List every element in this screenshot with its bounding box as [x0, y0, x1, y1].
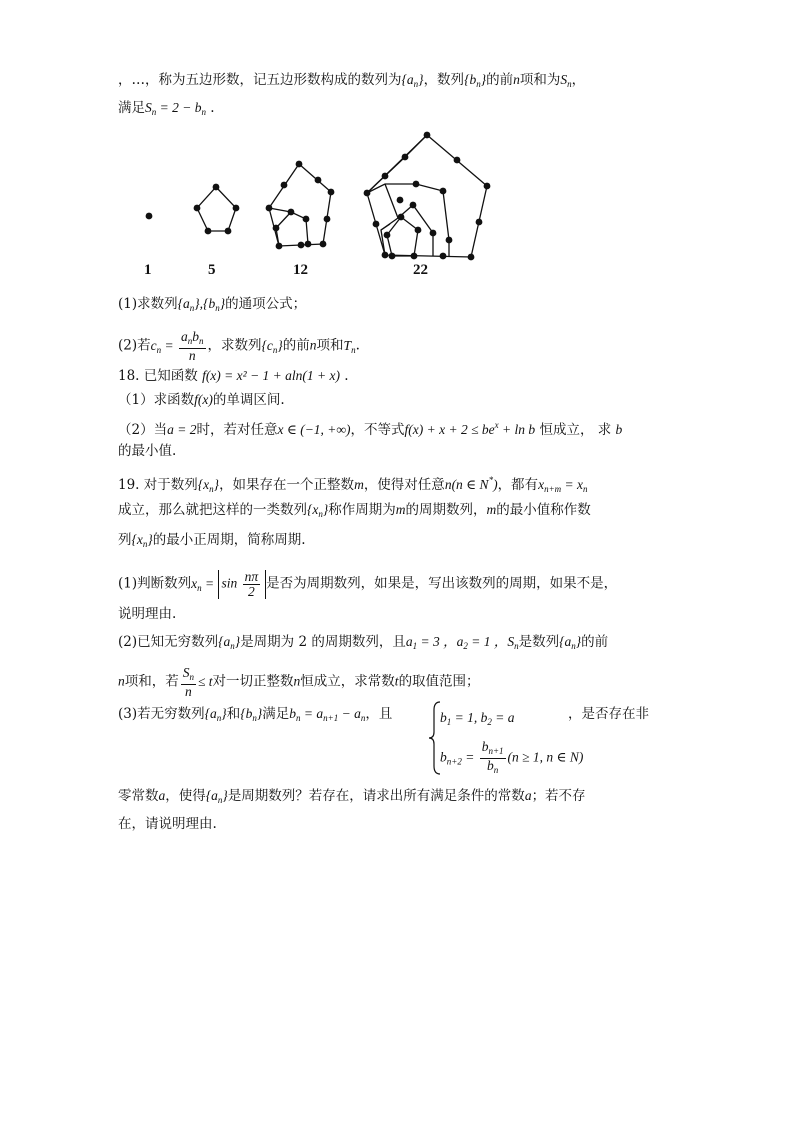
q19-p1-cont — [118, 604, 176, 624]
q19-p3-sys-line1: $b_1 = 1$, $b_2 = a$ — [440, 710, 515, 727]
q19-p2-ineq: $\frac{S_n}{n}$ ≤ t — [182, 665, 213, 699]
q17-seqs: $\{a_n\},\{b_n\}$ — [177, 296, 226, 313]
q19-stem-2 — [118, 500, 591, 524]
q17-seq-c: $\{c_n\}$ — [261, 337, 283, 355]
q19-p3-cont-2 — [118, 814, 217, 834]
q19-stem3-text: 列 — [118, 532, 132, 548]
q17-part2-text-b: ，求数列 — [207, 337, 262, 354]
q19-p3-text-f: 零常数 — [118, 788, 159, 804]
q18-part2-text-j: 的最小值. — [118, 443, 177, 459]
q17-part1 — [118, 294, 306, 318]
q19-p2-text-f: 对一切正整数 — [212, 673, 294, 690]
seq-a: $\{a_n\}$ — [401, 72, 424, 89]
q19-stem2-text-d: 的最小值称作数 — [496, 502, 591, 518]
q19-p3-text-d: ，且 — [365, 706, 393, 722]
q19-n-domain: n(n ∈ N*) — [444, 475, 498, 492]
q19-seq-x-3: $\{x_n\}$ — [131, 532, 153, 549]
q18-ineq-left: f(x) + x + 2 ≤ be — [404, 422, 495, 437]
var-n: n — [513, 72, 520, 87]
q19-stem-3 — [118, 530, 306, 554]
q17-cn-def: $c_n$ = $\frac{a_nb_n}{n}$ — [150, 329, 204, 363]
q18-a-value: a = 2 — [167, 422, 197, 437]
intro-text-4: 项和为 — [519, 72, 561, 88]
q19-stem3-text-b: 的最小正周期，简称周期. — [152, 532, 306, 548]
q19-p3-text-g: ，使得 — [165, 788, 206, 804]
q19-p3-text-j: 在，请说明理由. — [118, 816, 217, 832]
q18-part1 — [118, 390, 285, 410]
q19-p3 — [118, 704, 392, 728]
q19-stem1-text: 19. 对于数列 — [118, 477, 198, 493]
condition-eq: $S_n = 2 - b_n$ — [145, 100, 206, 117]
intro-text-3: 的前 — [486, 72, 514, 88]
q19-p2-seq-a-2: $\{a_n\}$ — [559, 634, 582, 651]
q18-function: f(x) = x² − 1 + aln(1 + x) — [202, 368, 341, 383]
figure-dots — [146, 132, 491, 261]
figure-label-12: 12 — [293, 262, 308, 278]
q19-m: m — [354, 477, 364, 492]
q19-p1-text-c: 说明理由. — [118, 606, 177, 622]
figure-label-1: 1 — [144, 262, 152, 278]
q19-p2-t: t — [394, 673, 399, 689]
q19-p2-text-e: 项和，若 — [124, 673, 179, 690]
q18-part1-text: （1）求函数 — [118, 392, 195, 408]
intro-line-2: 满足$S_n = 2 - b_n$ . — [118, 100, 215, 117]
q19-p1 — [118, 570, 617, 599]
q18-b: b — [615, 422, 623, 437]
q19-p3-text-i: ；若不存 — [531, 788, 586, 804]
q19-p3-seq-a-2: $\{a_n\}$ — [205, 788, 228, 805]
q19-p2-initial: $a_1 = 3$ ，$a_2 = 1$ ，$S_n$ — [405, 634, 519, 651]
q18-part2-text-c: 时，若对任意 — [196, 422, 278, 438]
intro-text-5: 满足 — [118, 100, 145, 116]
q17-part2-text: (2)若 — [118, 337, 151, 354]
q19-p3-bn-def: $b_n = a_{n+1} - a_n$ — [289, 706, 366, 723]
sum-S: $S_n$ — [560, 72, 572, 89]
q19-p3-text-b: 和 — [226, 706, 241, 722]
q19-m-3: m — [486, 502, 497, 517]
q19-p2-cont — [118, 666, 480, 699]
q19-p3-seq-a: $\{a_n\}$ — [204, 706, 227, 723]
q19-p2-text-c: 是数列 — [518, 634, 560, 650]
q17-part2-text-e: . — [355, 337, 360, 354]
q19-stem1-text-d: ，都有 — [497, 477, 539, 493]
q18-domain: x ∈ (−1, +∞) — [277, 422, 351, 437]
q18-part1-text-b: 的单调区间. — [212, 392, 285, 408]
q18-part2-text-e: ，不等式 — [350, 422, 405, 438]
q17-part2-text-c: 的前 — [282, 337, 310, 354]
q19-p1-text: (1)判断数列 — [118, 575, 192, 592]
q19-stem1-text-c: ，使得对任意 — [363, 477, 445, 493]
q18-part2-text: （2）当 — [118, 422, 168, 438]
q19-p2-text-b: 是周期为 2 的周期数列，且 — [240, 634, 406, 650]
pentagonal-figure — [0, 0, 793, 300]
q19-xn-def: $x_n = \sin$ $\frac{n\pi}{2}$ — [191, 576, 266, 591]
q19-seq-x: $\{x_n\}$ — [197, 477, 220, 494]
q19-stem2-text: 成立，那么就把这样的一类数列 — [118, 502, 307, 518]
q19-period-eq: $x_{n+m} = x_n$ — [538, 477, 588, 494]
figure-label-5: 5 — [208, 262, 216, 278]
q18-part2 — [118, 415, 622, 440]
q19-p1-text-b: 是否为周期数列，如果是，写出该数列的周期，如果不是， — [266, 575, 618, 592]
q18-inequality: $f(x) + x + 2 \le be^x + \ln b$ — [404, 420, 536, 437]
q17-part1-text-b: 的通项公式； — [225, 296, 307, 312]
q19-p2-text-d: 的前 — [581, 634, 609, 650]
figure-label-22: 22 — [413, 262, 428, 278]
intro-line-1: ，…，称为五边形数，记五边形数构成的数列为$\{a_n\}$，数列$\{b_n\}$的前n项和为$S_n$， — [118, 72, 586, 89]
q19-p2-seq-a: $\{a_n\}$ — [218, 634, 241, 651]
q18-part2-cont — [118, 441, 176, 461]
q18-part2-text-h: 恒成立， 求 — [535, 422, 612, 438]
q17-part1-text: (1)求数列 — [118, 296, 178, 312]
q18-stem: 18. 已知函数 f(x) = x² − 1 + aln(1 + x) . — [118, 368, 349, 384]
q19-m-2: m — [395, 502, 406, 517]
q19-p3-a-2: a — [524, 788, 532, 803]
seq-b: $\{b_n\}$ — [464, 72, 487, 89]
q19-p3-text-h: 是周期数列？若存在，请求出所有满足条件的常数 — [227, 788, 525, 804]
q18-ineq-right: + ln b — [498, 422, 536, 437]
q17-Tn: $T_n$ — [343, 337, 356, 355]
q19-p3-cont-1 — [118, 786, 586, 810]
q19-p2-text-g: 恒成立，求常数 — [300, 673, 395, 690]
q19-seq-x-2: $\{x_n\}$ — [307, 502, 329, 519]
q19-p2-text-h: 的取值范围； — [398, 673, 480, 690]
q18-fx: f(x) — [194, 392, 213, 407]
q19-p2 — [118, 632, 608, 656]
q19-stem1-text-b: ，如果存在一个正整数 — [219, 477, 355, 493]
q19-p2-n: n — [118, 673, 125, 689]
q19-p3-text: (3)若无穷数列 — [118, 706, 205, 722]
q19-p3-text-c: 满足 — [262, 706, 290, 722]
q18-stem-text: 18. 已知函数 — [118, 368, 198, 384]
q17-part2-text-d: 项和 — [316, 337, 344, 354]
intro-text-2: ，数列 — [423, 72, 465, 88]
q19-p2-text: (2)已知无穷数列 — [118, 634, 219, 650]
q17-part2 — [118, 330, 360, 363]
q19-stem2-text-c: 的周期数列， — [405, 502, 487, 518]
q19-stem-1 — [118, 470, 588, 499]
q19-p3-sys-line2: $b_{n+2}$ = $\frac{b_{n+1}}{b_n}$ (n ≥ 1, n ∈ N) — [440, 739, 584, 775]
q19-stem2-text-b: 称作周期为 — [328, 502, 396, 518]
intro-text-1: ，…，称为五边形数，记五边形数构成的数列为 — [118, 72, 402, 88]
q19-p3-seq-b: $\{b_n\}$ — [240, 706, 263, 723]
q17-n: n — [309, 337, 317, 353]
q19-p3-system — [428, 700, 608, 776]
q19-p2-n-2: n — [293, 673, 301, 689]
q19-p3-a: a — [158, 788, 166, 803]
q19-p3-text-e: ，是否存在非 — [568, 706, 649, 722]
